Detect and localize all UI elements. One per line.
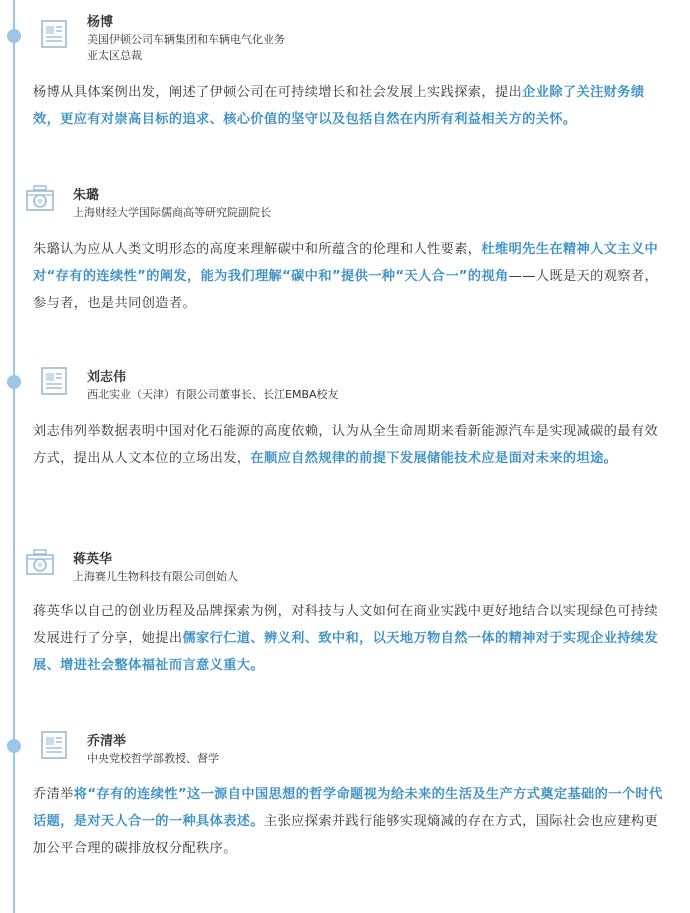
document-icon xyxy=(38,18,70,50)
summary-text: 刘志伟列举数据表明中国对化石能源的高度依赖，认为从全生命周期来看新能源汽车是实现减碳的最有效方式，提出从人文本位的立场出发， xyxy=(33,424,659,466)
summary-text: 主张应探索并践行能够实现熵减的存在方式，国际社会也应建构更加公平合理的碳排放权分配秩序。 xyxy=(33,814,659,856)
speaker-summary xyxy=(33,79,665,133)
summary-highlight: 在顺应自然规律的前提下发展储能技术应是面对未来的坦途。 xyxy=(250,451,618,466)
timeline-dot xyxy=(7,29,21,43)
speaker-name: 乔清举 xyxy=(87,734,127,749)
speaker-name: 刘志伟 xyxy=(87,370,127,385)
summary-text: 乔清举 xyxy=(33,787,74,802)
speaker-title: 亚太区总裁 xyxy=(87,49,142,62)
summary-highlight: 企业除了关注财务绩效，更应有对崇高目标的追求、核心价值的坚守以及包括自然在内所有利益相关方的关怀。 xyxy=(33,85,645,127)
speaker-summary xyxy=(33,418,665,472)
speaker-title: 中央党校哲学部教授、督学 xyxy=(87,752,219,765)
summary-text: 杨博从具体案例出发，阐述了伊顿公司在可持续增长和社会发展上实践探索，提出 xyxy=(33,85,523,100)
timeline-dot xyxy=(7,739,21,753)
speaker-title: 上海赛儿生物科技有限公司创始人 xyxy=(73,570,238,583)
summary-highlight: 杜维明先生在精神人文主义中对“存有的连续性”的阐发，能为我们理解“碳中和”提供一种“天人合一”的视角 xyxy=(33,242,659,284)
summary-text: 蒋英华以自己的创业历程及品牌探索为例，对科技与人文如何在商业实践中更好地结合以实现绿色可持续发展进行了分享，她提出 xyxy=(33,604,659,646)
document-icon xyxy=(38,365,70,397)
speaker-summary xyxy=(33,598,665,679)
speaker-name: 蒋英华 xyxy=(73,552,113,567)
timeline-dot xyxy=(7,375,21,389)
speaker-summary xyxy=(33,781,665,862)
speaker-title: 美国伊顿公司车辆集团和车辆电气化业务 xyxy=(87,33,285,46)
timeline-line xyxy=(13,0,15,913)
speaker-name: 朱璐 xyxy=(73,188,100,203)
document-icon xyxy=(38,729,70,761)
speaker-name: 杨博 xyxy=(87,15,114,30)
summary-text: 朱璐认为应从人类文明形态的高度来理解碳中和所蕴含的伦理和人性要素， xyxy=(33,242,482,257)
camera-icon xyxy=(24,547,56,579)
speaker-title: 上海财经大学国际儒商高等研究院副院长 xyxy=(73,206,271,219)
summary-highlight: 儒家行仁道、辨义利、致中和，以天地万物自然一体的精神对于实现企业持续发展、增进社会整体福祉而言意义重大。 xyxy=(33,631,659,673)
camera-icon xyxy=(24,183,56,215)
summary-text: ——人既是天的观察者，参与者，也是共同创造者。 xyxy=(33,269,659,311)
summary-highlight: 将“存有的连续性”这一源自中国思想的哲学命题视为给未来的生活及生产方式奠定基础的一个时代话题，是对天人合一的一种具体表述。 xyxy=(33,787,663,829)
speaker-title: 西北实业（天津）有限公司董事长、长江EMBA校友 xyxy=(87,388,339,401)
speaker-summary xyxy=(33,236,665,317)
